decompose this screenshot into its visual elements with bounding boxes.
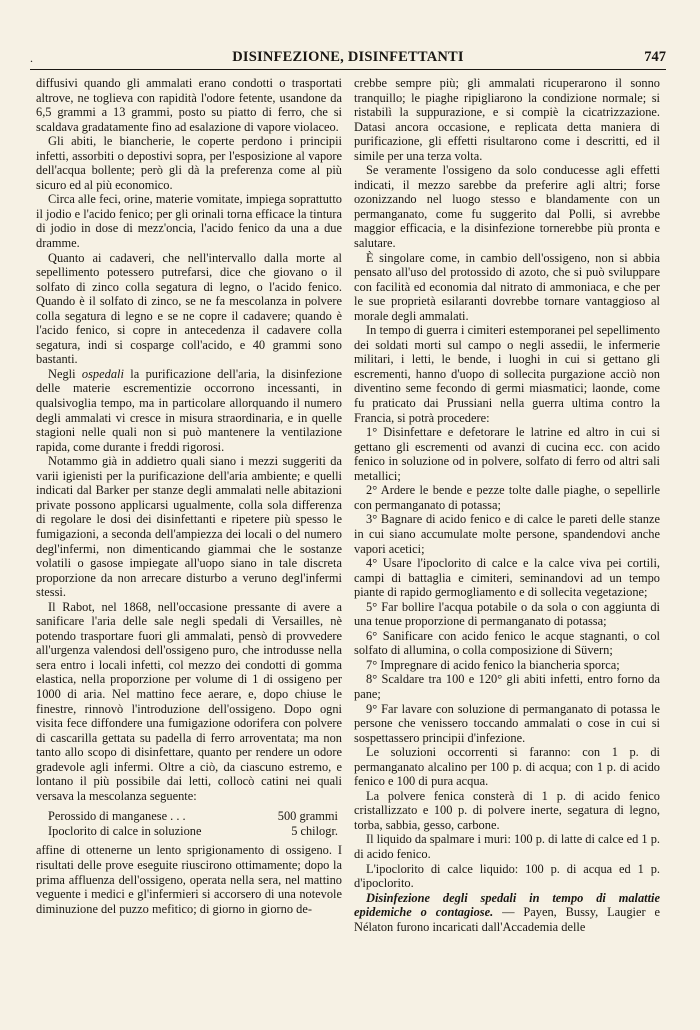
text-run: Negli	[48, 366, 82, 381]
paragraph: Circa alle feci, orine, materie vomitate, impiega soprattutto il jodio e l'acido fenico; per gli orinali torna efficace la tintura di jodio in dose di mezz'oncia, l'acido fenico da una a due dramme.	[36, 192, 342, 251]
left-column	[36, 76, 342, 916]
recipe-ingredient: Perossido di manganese . . .	[48, 809, 186, 824]
list-item: 3° Bagnare di acido fenico e di calce le pareti delle stanze in cui siano accumulate molte persone, spandendovi anche vapori acetici;	[354, 512, 660, 556]
paragraph: È singolare come, in cambio dell'ossigeno, non si abbia pensato all'uso del protossido di azoto, che si può sviluppare con facilità ed economia dal nitrato di ammoniaca, e che per le sue proprietà esilaranti dovrebbe tornare vantaggioso al morale degli ammalati.	[354, 250, 660, 323]
paragraph: diffusivi quando gli ammalati erano condotti o trasportati altrove, ne toglieva con rapidità l'odore fetente, usandone da 6,5 grammi a 13 grammi, posto su piatto di ferro, che si scaldava gradatamente fino ad esalazione di vapore violaceo.	[36, 76, 342, 134]
recipe-row	[48, 809, 338, 824]
recipe-amount: 5 chilogr.	[291, 823, 338, 838]
list-item: 6° Sanificare con acido fenico le acque stagnanti, o col solfato di allumina, o colla composizione di Süvern;	[354, 628, 660, 658]
recipe-row	[48, 824, 338, 839]
list-item: 4° Usare l'ipoclorito di calce e la calce viva pei cortili, campi di battaglia e cimiteri, seminandovi ad un tempo piante di rapido germogliamento e di sollecita vegetazione;	[354, 556, 660, 600]
list-item: 7° Impregnare di acido fenico la biancheria sporca;	[366, 657, 620, 672]
paragraph: crebbe sempre più; gli ammalati ricuperarono il sonno tranquillo; le piaghe ripigliarono la condizione normale; si ristabilì la suppurazione, e si compiè la cicatrizzazione. Datasi ancora occasione, e replicata detta maniera di purificazione, gli effetti risultarono come i descritti, ed il simile per una terza volta.	[354, 76, 660, 163]
paragraph: Il Rabot, nel 1868, nell'occasione pressante di avere a sanificare l'aria delle sale negli spedali di Versailles, nè potendo trasportare fuori gli ammalati, pensò di provvedere all'urgenza valendosi dell'ossigeno puro, che introdusse nella sera entro i locali infetti, col mezzo dei condotti di gomma elastica, nella proporzione per volume di 1 di ossigeno per 1000 di aria. Nel mattino fece aerare, e, dopo chiuse le finestre, rinnovò l'introduzione dell'ossigeno. Dopo ogni visita fece diffondere una fumigazione odorifera con polvere di cascarilla gettata su padella di ferro arroventata; ma non tanto allo scopo di disinfettare, quanto per rendere un odore gradevole agli infermi. Oltre a ciò, da ciascuno estremo, e lontano il più possibile dai letti, collocò catini nei quali versava la mescolanza seguente:	[36, 599, 342, 803]
right-column	[354, 76, 660, 934]
recipe-ingredient: Ipoclorito di calce in soluzione	[48, 823, 202, 838]
list-item: 9° Far lavare con soluzione di permanganato di potassa le persone che venissero toccando ammalati o cose in cui si sospettassero principii d'infezione.	[354, 701, 660, 745]
section-heading: Disinfezione degli spedali in tempo di malattie epidemiche o contagiose.	[354, 890, 660, 920]
paragraph: Le soluzioni occorrenti si faranno: con 1 p. di permanganato alcalino per 100 p. di acqua; con 1 p. di acido fenico e 100 di pura acqua.	[354, 745, 660, 789]
paragraph: Se veramente l'ossigeno da solo conducesse agli effetti indicati, il mezzo sarebbe da preferire agli altri; forse ozonizzando nel luogo stesso e blandamente con un permanganato, come fu suggerito dal Polli, si avrebbe maggior efficacia, e la disinfezione tornerebbe più pronta e salutare.	[354, 163, 660, 251]
recipe-amount: 500 grammi	[277, 809, 338, 824]
paragraph: Notammo già in addietro quali siano i mezzi suggeriti da varii igienisti per la purificazione dell'aria ambiente; e quelli indicati dal Barker per stanze degli ammalati nelle abitazioni private possono applicarsi ugualmente, colla sola differenza di regolare le dosi dei disinfettanti e ripetere più spesso le fumigazioni, a seconda dell'ampiezza dei locali o del numero degl'infermi, non dimenticando giammai che le sostanze volatili o gasose impiegate all'uopo siano in tale discreta proporzione da non arrecare disturbo a veruno degl'infermi stessi.	[36, 454, 342, 600]
page-number: 747	[644, 49, 666, 65]
emphasis: ospedali	[81, 366, 124, 381]
paragraph	[354, 891, 660, 935]
recipe-table	[48, 809, 338, 838]
paragraph: Quanto ai cadaveri, che nell'intervallo dalla morte al sepellimento potessero putrefarsi, dice che giovano o il solfato di zinco colla segatura di legno, o l'acido fenico. Quando è il solfato di zinco, se ne fa mescolanza in polvere colla segatura di legno e se ne copre il cadavere; quando è l'acido fenico, si copre in antecedenza il cadavere colla segatura, indi si cosparge coll'acido, e 40 grammi sono bastanti.	[36, 250, 342, 367]
list-item: 5° Far bollire l'acqua potabile o da sola o con aggiunta di una tenue proporzione di permanganato di potassa;	[354, 599, 660, 629]
text-run: — Payen, Bussy, Laugier e Nélaton furono incaricati dall'Accademia delle	[354, 905, 660, 934]
header-title: DISINFEZIONE, DISINFETTANTI	[232, 49, 464, 65]
paragraph: L'ipoclorito di calce liquido: 100 p. di acqua ed 1 p. d'ipoclorito.	[354, 861, 660, 891]
paragraph: Il liquido da spalmare i muri: 100 p. di latte di calce ed 1 p. di acido fenico.	[354, 832, 660, 861]
paragraph: Gli abiti, le biancherie, le coperte perdono i principii infetti, assorbiti o depostivi sopra, per l'esposizione al vapore dell'acqua bollente; però gli dà la preferenza come al più sicuro ed al più economico.	[36, 134, 342, 192]
list-item: 1° Disinfettare e defetorare le latrine ed altro in cui si gettano gli escrementi od avanzi di cucina ecc. con acido fenico in soluzione od in polvere, solfato di ferro od altri sali metallici;	[354, 425, 660, 483]
paragraph: La polvere fenica consterà di 1 p. di acido fenico cristallizzato e 100 p. di polvere inerte, segatura di legno, torba, sabbia, gesso, carbone.	[354, 788, 660, 832]
text-run: la purificazione dell'aria, la disinfezione delle materie escrementizie occorrono incessanti, in qualsivoglia tempo, ma in particolare allorquando il numero degli ammalati vi cresce in misura straordinaria, e in quelle stagioni nelle quali non si può mantenere la ventilazione rapida, come durante i freddi rigorosi.	[36, 366, 342, 454]
paragraph: In tempo di guerra i cimiteri estemporanei pel sepellimento dei soldati morti sul campo o negli assedii, le infermerie militari, i letti, le bende, i luoghi in cui si gettano gli escrementi, hanno d'uopo di sollecita purgazione acciò non diventino seme fecondo di germi miasmatici; laonde, come fu praticato dai Prussiani nella guerra ultima contro la Francia, si potrà procedere:	[354, 323, 660, 425]
list-item: 8° Scaldare tra 100 e 120° gli abiti infetti, entro forno da pane;	[354, 672, 660, 701]
paragraph	[36, 367, 342, 454]
running-header	[30, 47, 666, 70]
paragraph: affine di ottenerne un lento sprigionamento di ossigeno. I risultati delle prove eseguite riuscirono ottimamente; dopo la prima affluenza dell'ossigeno, operata nella sera, nel mattino veguente i medici e gl'infermieri si accorsero di una notevole diminuzione del puzzo mefitico; di giorno in giorno de-	[36, 843, 342, 916]
list-item: 2° Ardere le bende e pezze tolte dalle piaghe, o sepellirle con permanganato di potassa;	[354, 483, 660, 512]
header-mark: .	[30, 51, 33, 65]
